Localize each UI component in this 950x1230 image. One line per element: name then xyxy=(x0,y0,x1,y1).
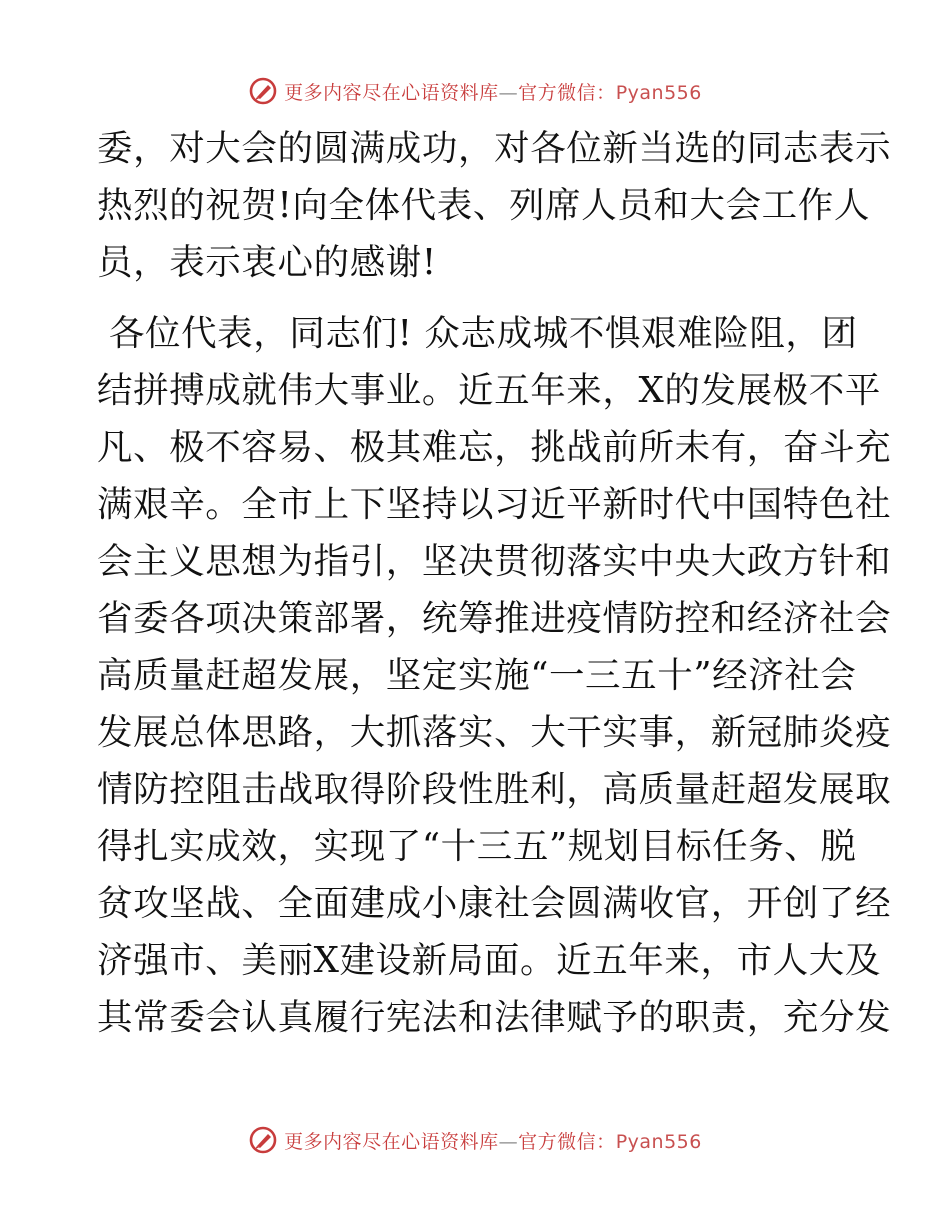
text-line: 热烈的祝贺!向全体代表、列席人员和大会工作人 xyxy=(97,185,870,226)
text-line: 员，表示衷心的感谢! xyxy=(97,242,437,283)
text-line: 贫攻坚战、全面建成小康社会圆满收官，开创了经 xyxy=(97,883,892,924)
text-line: 满艰辛。全市上下坚持以习近平新时代中国特色社 xyxy=(97,484,892,525)
watermark-wechat-label: 官方微信： xyxy=(518,1130,616,1153)
text-line: 发展总体思路，大抓落实、大干实事，新冠肺炎疫 xyxy=(97,712,892,753)
document-body xyxy=(97,120,892,1046)
text-line: 凡、极不容易、极其难忘，挑战前所未有，奋斗充 xyxy=(97,427,892,468)
text-line: 会主义思想为指引，坚决贯彻落实中央大政方针和 xyxy=(97,541,892,582)
text-line: 济强市、美丽X建设新局面。近五年来，市人大及 xyxy=(97,940,881,981)
watermark-text xyxy=(284,1127,702,1154)
pen-logo-icon xyxy=(248,76,278,106)
paragraph-spacer xyxy=(97,291,857,305)
text-line: 情防控阻击战取得阶段性胜利，高质量赶超发展取 xyxy=(97,769,892,810)
text-line: 高质量赶超发展，坚定实施“一三五十”经济社会 xyxy=(97,655,857,696)
watermark-text xyxy=(284,78,702,105)
text-line: 结拼搏成就伟大事业。近五年来，X的发展极不平 xyxy=(97,370,881,411)
watermark-wechat-handle: Pyan556 xyxy=(615,1130,702,1153)
text-line: 各位代表，同志们! 众志成城不惧艰难险阻，团 xyxy=(97,313,858,354)
pen-logo-icon xyxy=(248,1125,278,1155)
watermark-dash: — xyxy=(498,81,519,104)
footer-watermark xyxy=(0,1120,950,1160)
text-line: 得扎实成效，实现了“十三五”规划目标任务、脱 xyxy=(97,826,857,867)
watermark-brand: 更多内容尽在心语资料库 xyxy=(284,81,499,104)
watermark-wechat-label: 官方微信： xyxy=(518,81,616,104)
text-line: 省委各项决策部署，统筹推进疫情防控和经济社会 xyxy=(97,598,892,639)
text-line: 其常委会认真履行宪法和法律赋予的职责，充分发 xyxy=(97,997,892,1038)
watermark-brand: 更多内容尽在心语资料库 xyxy=(284,1130,499,1153)
watermark-dash: — xyxy=(498,1130,519,1153)
text-line: 委，对大会的圆满成功，对各位新当选的同志表示 xyxy=(97,128,892,169)
watermark-wechat-handle: Pyan556 xyxy=(615,81,702,104)
paragraph-2 xyxy=(97,305,892,1046)
header-watermark xyxy=(0,71,950,111)
paragraph-1 xyxy=(97,120,892,291)
